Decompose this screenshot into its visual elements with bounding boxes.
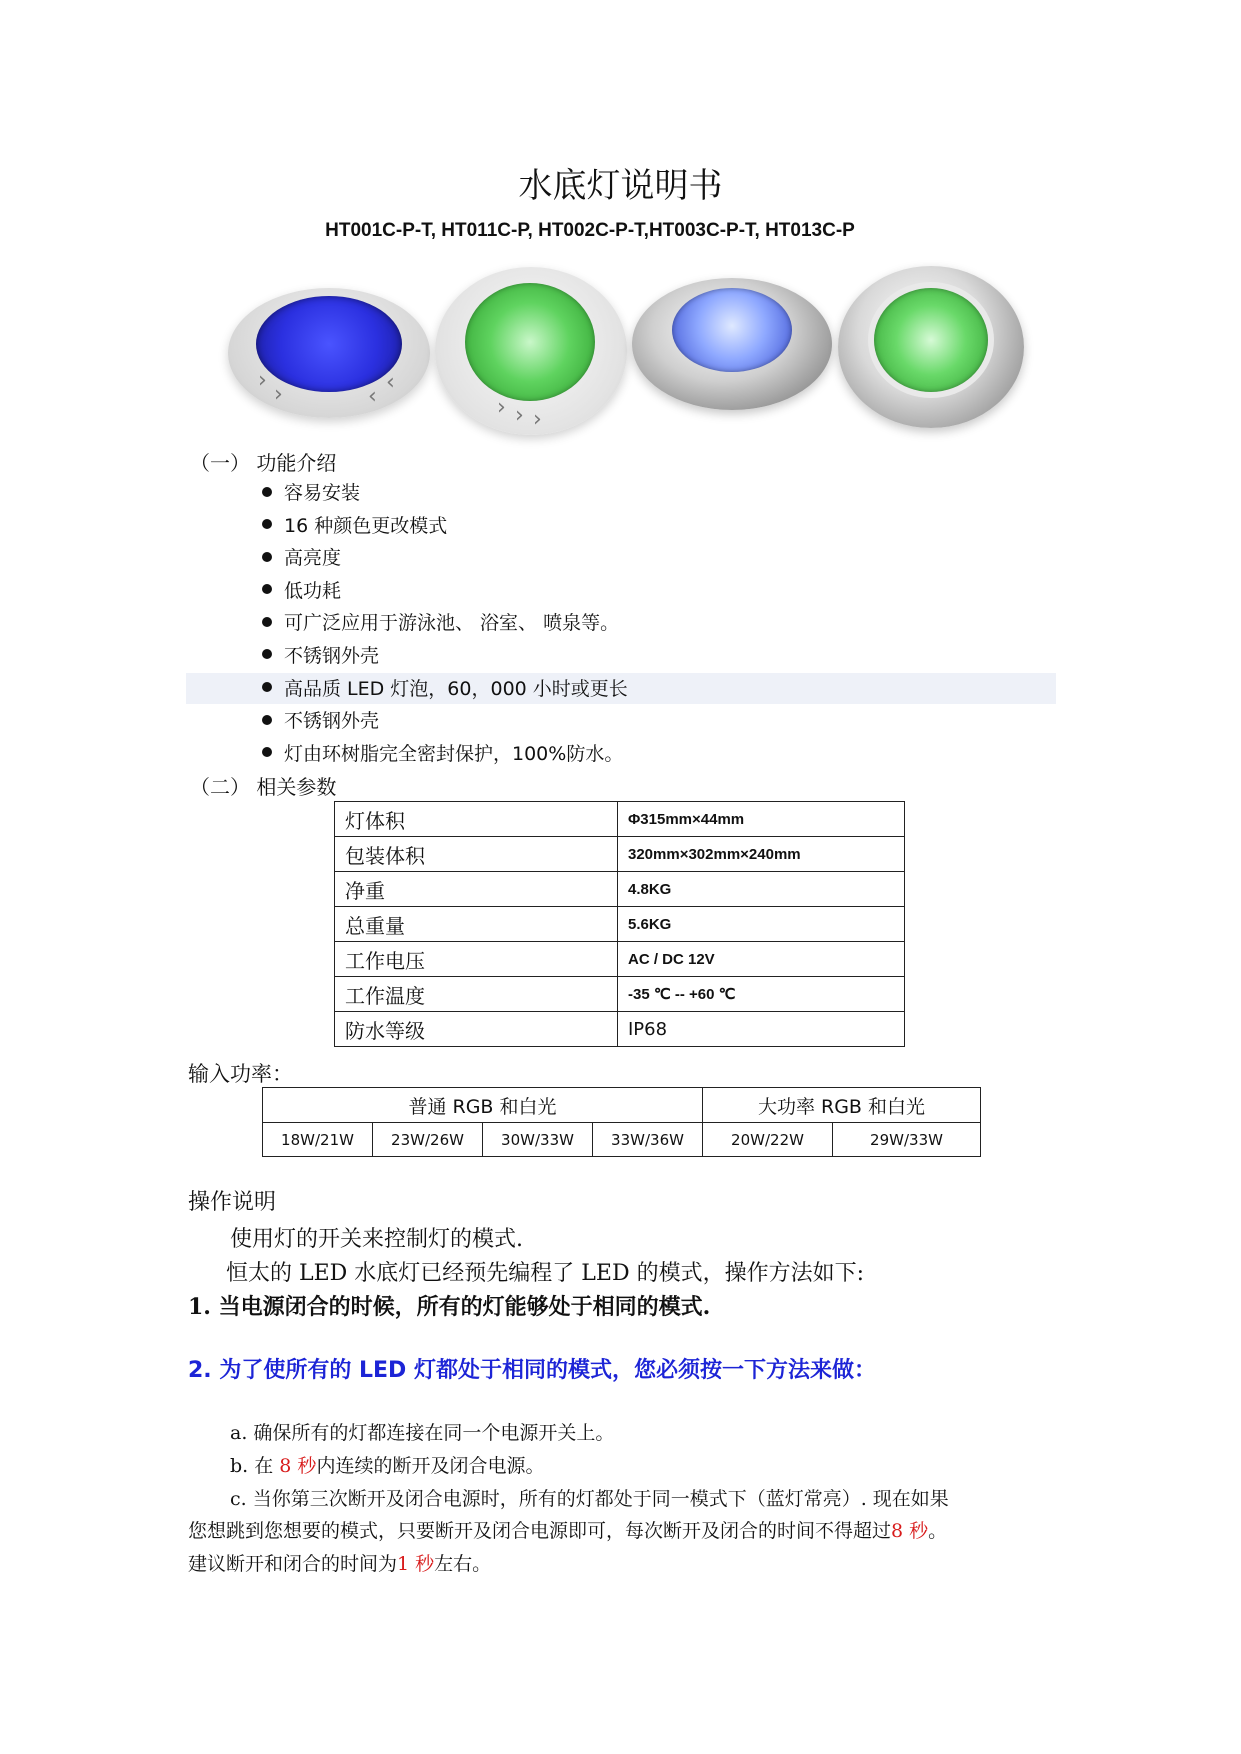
operation-item-b: b. 在 8 秒内连续的断开及闭合电源。 — [230, 1455, 545, 1477]
list-item: 低功耗 — [262, 575, 628, 608]
bullet-icon — [262, 519, 272, 529]
lamp-image-blue: › › ‹ ‹ — [228, 288, 430, 418]
list-item: 高亮度 — [262, 542, 628, 575]
list-item: 不锈钢外壳 — [262, 705, 628, 738]
bullet-icon — [262, 747, 272, 757]
list-item: 灯由环树脂完全密封保护，100%防水。 — [262, 738, 628, 771]
bullet-icon — [262, 552, 272, 562]
section1-heading: （一） 功能介绍 — [190, 451, 337, 475]
power-group-high: 大功率 RGB 和白光 — [703, 1088, 981, 1123]
table-row: 总重量 5.6KG — [335, 907, 905, 942]
table-row: 18W/21W 23W/26W 30W/33W 33W/36W 20W/22W 29W/33W — [263, 1123, 981, 1157]
list-item: 不锈钢外壳 — [262, 640, 628, 673]
lamp-image-blue-steel — [632, 278, 832, 410]
bullet-icon — [262, 715, 272, 725]
operation-item-c-line1: c. 当你第三次断开及闭合电源时，所有的灯都处于同一模式下（蓝灯常亮）. 现在如果 — [230, 1488, 949, 1510]
table-row: 灯体积 Φ315mm×44mm — [335, 802, 905, 837]
operation-step2: 2. 为了使所有的 LED 灯都处于相同的模式，您必须按一下方法来做： — [188, 1358, 876, 1383]
params-table — [334, 801, 905, 1047]
operation-item-a: a. 确保所有的灯都连接在同一个电源开关上。 — [230, 1422, 615, 1444]
list-item: 16 种颜色更改模式 — [262, 510, 628, 543]
section2-heading: （二） 相关参数 — [190, 775, 337, 799]
bullet-icon — [262, 617, 272, 627]
table-row: 防水等级 IP68 — [335, 1012, 905, 1047]
table-row: 工作温度 -35 ℃ -- +60 ℃ — [335, 977, 905, 1012]
table-row: 工作电压 AC / DC 12V — [335, 942, 905, 977]
list-item: 容易安装 — [262, 477, 628, 510]
table-row: 包装体积 320mm×302mm×240mm — [335, 837, 905, 872]
list-item: 高品质 LED 灯泡，60，000 小时或更长 — [262, 673, 628, 706]
table-row: 净重 4.8KG — [335, 872, 905, 907]
operation-line2: 恒太的 LED 水底灯已经预先编程了 LED 的模式，操作方法如下: — [226, 1261, 865, 1286]
lamp-image-green-white: › › › — [435, 267, 627, 435]
power-label: 输入功率： — [188, 1062, 293, 1086]
bullet-icon — [262, 649, 272, 659]
operation-step1: 1. 当电源闭合的时候，所有的灯能够处于相同的模式. — [188, 1294, 711, 1320]
bullet-icon — [262, 584, 272, 594]
operation-heading: 操作说明 — [188, 1190, 277, 1215]
bullet-icon — [262, 487, 272, 497]
power-group-normal: 普通 RGB 和白光 — [263, 1088, 703, 1123]
power-table — [262, 1087, 981, 1157]
table-row — [263, 1088, 981, 1123]
operation-item-c-line3: 建议断开和闭合的时间为1 秒左右。 — [188, 1553, 492, 1575]
model-numbers: HT001C-P-T, HT011C-P, HT002C-P-T,HT003C-P-T, HT013C-P — [325, 220, 855, 241]
bullet-icon — [262, 682, 272, 692]
list-item: 可广泛应用于游泳池、 浴室、 喷泉等。 — [262, 607, 628, 640]
operation-line1: 使用灯的开关来控制灯的模式. — [230, 1227, 523, 1252]
operation-item-c-line2: 您想跳到您想要的模式，只要断开及闭合电源即可，每次断开及闭合的时间不得超过8 秒。 — [188, 1520, 948, 1542]
feature-list — [262, 477, 628, 770]
document-title: 水底灯说明书 — [518, 166, 723, 206]
lamp-image-green-steel — [838, 266, 1024, 428]
